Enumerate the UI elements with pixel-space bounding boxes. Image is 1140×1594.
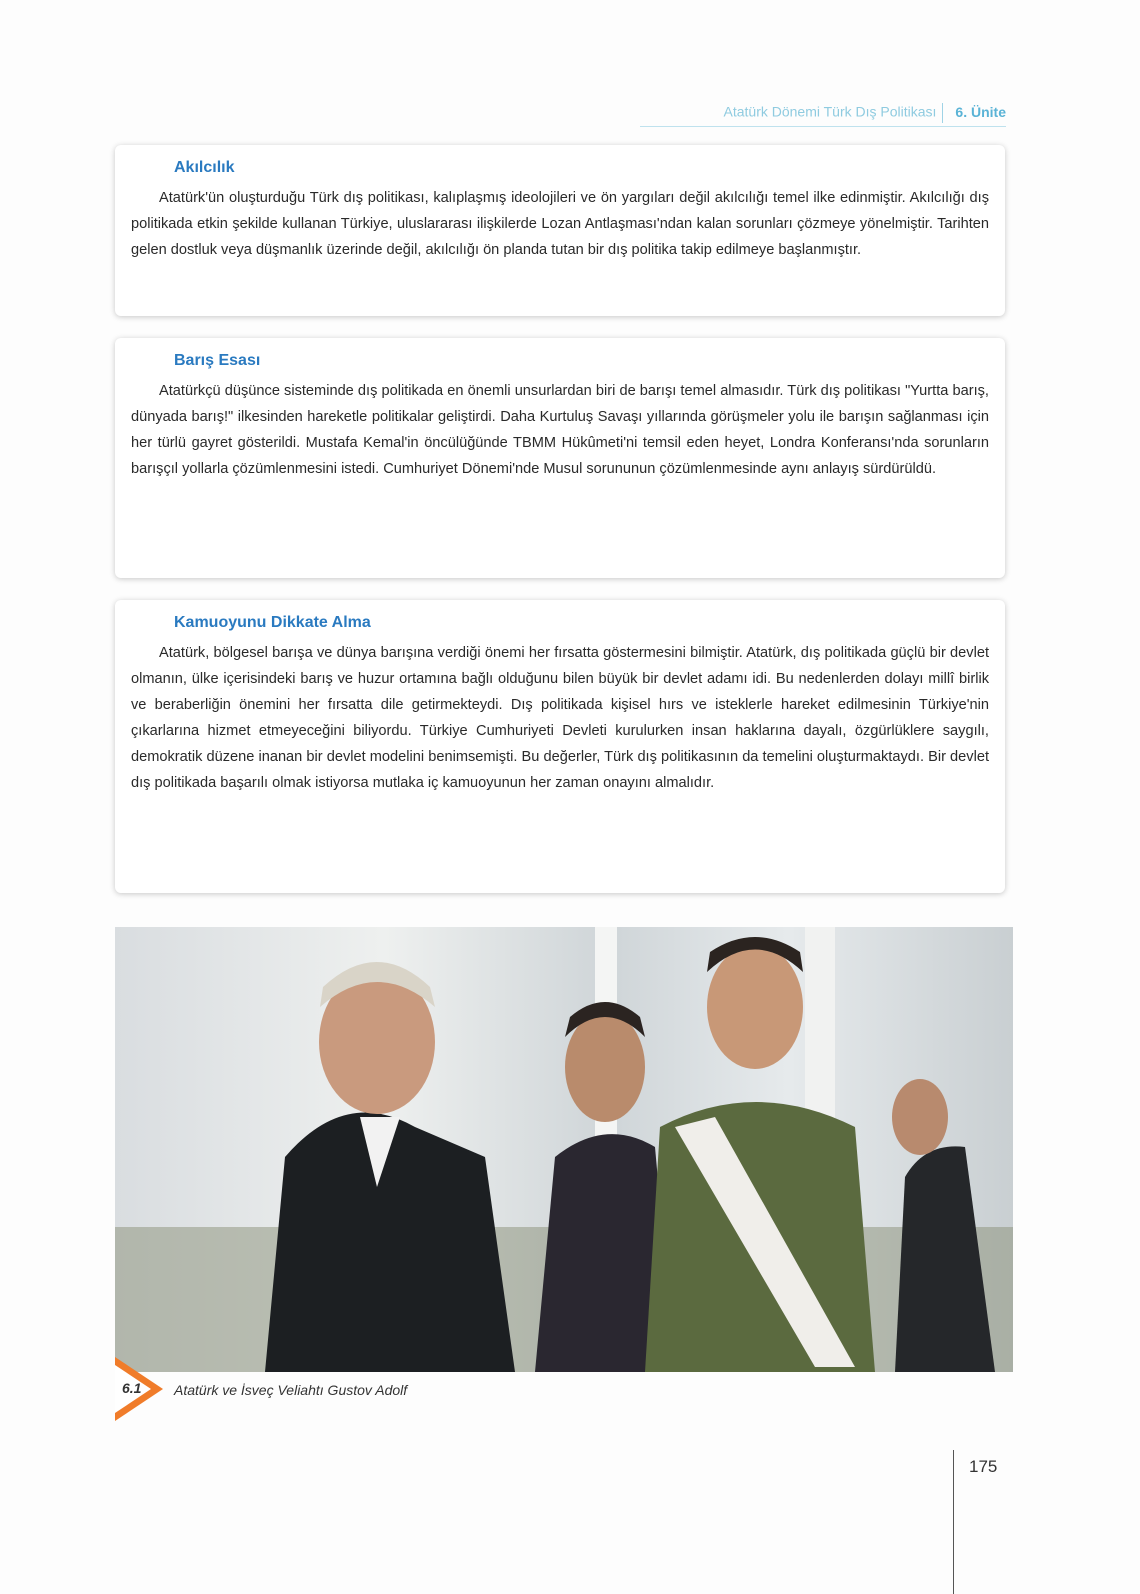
header-divider [942,103,943,123]
page-number-rule [953,1450,954,1594]
page-header [600,103,1006,123]
figure-number: 6.1 [122,1380,142,1396]
photo-illustration [115,927,1013,1372]
section-akilcilik [115,145,1005,316]
section-text: Atatürkçü düşünce sisteminde dış politikada en önemli unsurlardan biri de barışı temel almasıdır. Türk dış politikası "Yurtta barış, dünyada barış!" ilkesinden hareketle politikalar geliştirdi. Daha Kurtuluş Savaşı yıllarında görüşmeler yolu ile barışın sağlanması için her türlü gayret gösterildi. Mustafa Kemal'in öncülüğünde TBMM Hükûmeti'ni temsil eden heyet, Londra Konferansı'nda sorunların barışçıl yollarla çözümlenmesini istedi. Cumhuriyet Dönemi'nde Musul sorununun çözümlenmesinde aynı anlayış sürdürüldü. [131,383,989,477]
section-title: Kamuoyunu Dikkate Alma [174,614,371,631]
section-title: Barış Esası [174,352,261,369]
header-unit: 6. Ünite [955,103,1006,120]
section-baris-esasi [115,338,1005,578]
section-title: Akılcılık [174,159,235,176]
section-kamuoyu [115,600,1005,893]
section-text: Atatürk, bölgesel barışa ve dünya barışına verdiği önemi her fırsatta göstermesini bilmiştir. Atatürk, dış politikada güçlü bir devlet olmanın, ülke içerisindeki barış ve huzur ortamına bağlı olduğunu bilen büyük bir devlet adamı idi. Bu nedenlerden dolayı millî birlik ve beraberliğin önemini her fırsatta dile getirmekteydi. Dış politikada kişisel hırs ve isteklerle hareket edilmesinin Türkiye'nin çıkarlarına hizmet etmeyeceğini biliyordu. Türkiye Cumhuriyeti Devleti kurulurken insan haklarına dayalı, özgürlüklere saygılı, demokratik düzene inanan bir devlet modelini benimsemişti. Bu değerler, Türk dış politikasının da temelini oluşturmaktaydı. Bir devlet dış politikada başarılı olmak istiyorsa mutlaka iç kamuoyunun her zaman onayını almalıdır. [131,645,989,791]
historical-photo [115,927,1013,1372]
page-number: 175 [969,1457,998,1476]
section-text: Atatürk'ün oluşturduğu Türk dış politikası, kalıplaşmış ideolojileri ve ön yargıları değil akılcılığı temel ilke edinmiştir. Akılcılığı dış politikada etkin şekilde kullanan Türkiye, uluslararası ilişkilerde Lozan Antlaşması'ndan kalan sorunları çözmeye yönelmiştir. Tarihten gelen dostluk veya düşmanlık üzerinde değil, akılcılığı ön planda tutan bir dış politika takip edilmeye başlanmıştır. [131,190,989,258]
header-title: Atatürk Dönemi Türk Dış Politikası [723,103,937,120]
figure-caption: Atatürk ve İsveç Veliahtı Gustov Adolf [174,1382,408,1398]
header-rule [640,126,1006,127]
